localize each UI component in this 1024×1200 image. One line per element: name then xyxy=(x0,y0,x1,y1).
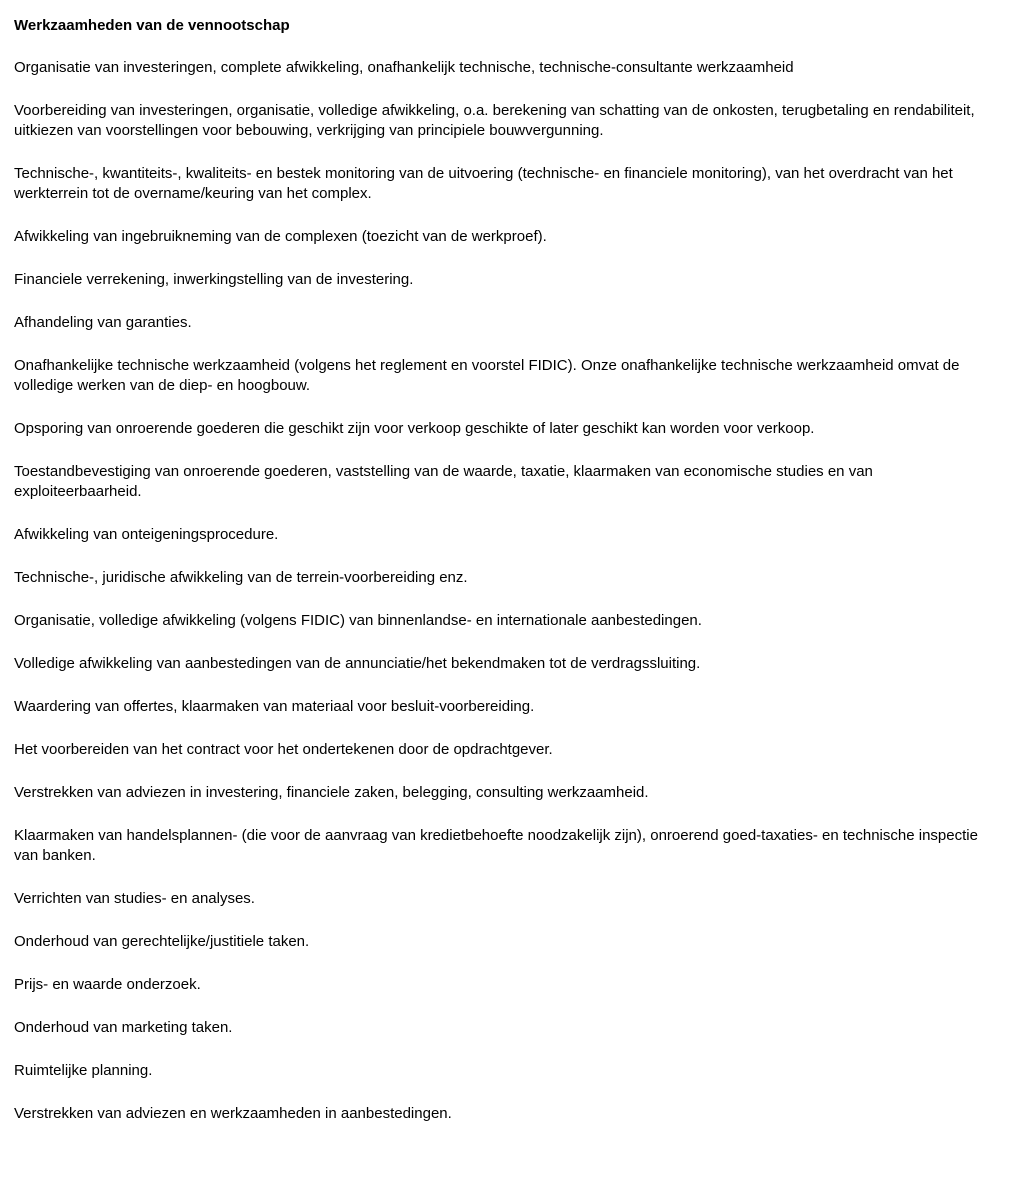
paragraph: Voorbereiding van investeringen, organisatie, volledige afwikkeling, o.a. berekening van schatting van de onkosten, terugbetaling en rendabiliteit, uitkiezen van voorstellingen voor bebouwing, verkrijging van principiele bouwvergunning. xyxy=(14,102,975,139)
paragraph: Afwikkeling van onteigeningsprocedure. xyxy=(14,526,279,543)
paragraph: Klaarmaken van handelsplannen- (die voor de aanvraag van kredietbehoefte noodzakelijk zijn), onroerend goed-taxaties- en technische inspectie van banken. xyxy=(14,827,978,864)
paragraph: Verstrekken van adviezen in investering, financiele zaken, belegging, consulting werkzaamheid. xyxy=(14,784,649,801)
paragraph: Afwikkeling van ingebruikneming van de complexen (toezicht van de werkproef). xyxy=(14,228,547,245)
paragraph: Het voorbereiden van het contract voor het ondertekenen door de opdrachtgever. xyxy=(14,741,553,758)
paragraph: Onderhoud van marketing taken. xyxy=(14,1019,233,1036)
paragraph: Opsporing van onroerende goederen die geschikt zijn voor verkoop geschikte of later geschikt kan worden voor verkoop. xyxy=(14,420,815,437)
document-title: Werkzaamheden van de vennootschap xyxy=(14,17,290,34)
paragraph: Volledige afwikkeling van aanbestedingen van de annunciatie/het bekendmaken tot de verdragssluiting. xyxy=(14,655,701,672)
paragraph: Verrichten van studies- en analyses. xyxy=(14,890,255,907)
paragraph: Afhandeling van garanties. xyxy=(14,314,192,331)
paragraph: Organisatie, volledige afwikkeling (volgens FIDIC) van binnenlandse- en internationale aanbestedingen. xyxy=(14,612,702,629)
paragraph: Prijs- en waarde onderzoek. xyxy=(14,976,201,993)
paragraph: Organisatie van investeringen, complete afwikkeling, onafhankelijk technische, technische-consultante werkzaamheid xyxy=(14,59,794,76)
paragraph: Onderhoud van gerechtelijke/justitiele taken. xyxy=(14,933,310,950)
paragraph: Waardering van offertes, klaarmaken van materiaal voor besluit-voorbereiding. xyxy=(14,698,535,715)
paragraph: Financiele verrekening, inwerkingstelling van de investering. xyxy=(14,271,414,288)
paragraph: Technische-, kwantiteits-, kwaliteits- en bestek monitoring van de uitvoering (technische- en financiele monitoring), van het overdracht van het werkterrein tot de overname/keuring van het complex. xyxy=(14,165,953,202)
paragraph: Technische-, juridische afwikkeling van de terrein-voorbereiding enz. xyxy=(14,569,468,586)
document-page xyxy=(14,15,1004,1147)
paragraph: Ruimtelijke planning. xyxy=(14,1062,153,1079)
paragraph: Toestandbevestiging van onroerende goederen, vaststelling van de waarde, taxatie, klaarmaken van economische studies en van exploiteerbaarheid. xyxy=(14,463,873,500)
paragraph: Onafhankelijke technische werkzaamheid (volgens het reglement en voorstel FIDIC). Onze onafhankelijke technische werkzaamheid omvat de volledige werken van de diep- en hoogbouw. xyxy=(14,357,960,394)
paragraph: Verstrekken van adviezen en werkzaamheden in aanbestedingen. xyxy=(14,1105,452,1122)
